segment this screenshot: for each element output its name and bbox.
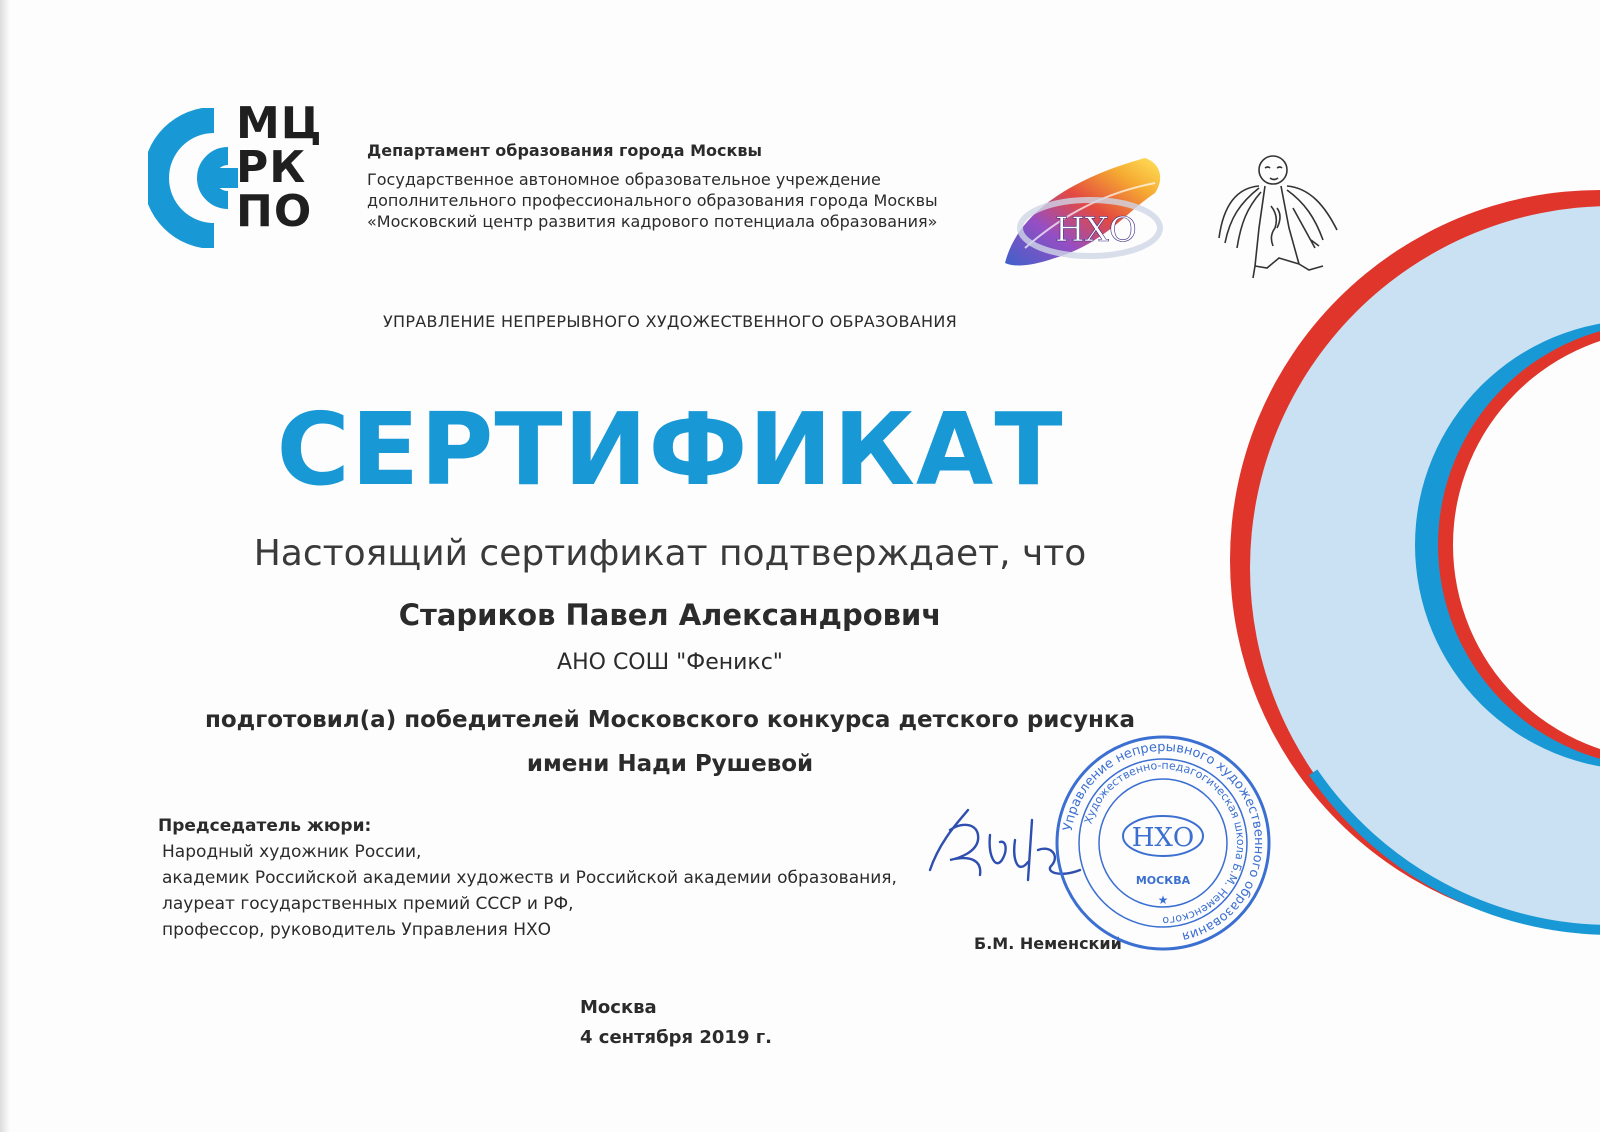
- jury-heading: Председатель жюри:: [158, 816, 372, 836]
- place-city: Москва: [580, 997, 657, 1018]
- issue-date: 4 сентября 2019 г.: [580, 1027, 772, 1048]
- stamp-ring-text: Управление непрерывного художественного образования: [1060, 739, 1267, 944]
- signer-name: Б.М. Неменский: [974, 934, 1122, 953]
- achievement-line: подготовил(а) победителей Московского конкурса детского рисунка: [204, 707, 1136, 733]
- certificate-subtitle: Настоящий сертификат подтверждает, что: [253, 533, 1087, 574]
- nho-logo-text: НХО: [1055, 210, 1137, 250]
- jury-title-line: профессор, руководитель Управления НХО: [162, 920, 552, 940]
- organization-line: Государственное автономное образовательное учреждение: [367, 170, 881, 189]
- jury-block: [158, 813, 897, 943]
- department-name: Департамент образования города Москвы: [367, 141, 762, 160]
- organization-block: [367, 140, 987, 232]
- jury-title-line: лауреат государственных премий СССР и РФ,: [162, 894, 574, 914]
- stamp-inner-text: Художественно-педагогическая школа Б.М. Неменского: [1081, 758, 1248, 928]
- nho-logo-icon: [995, 153, 1175, 273]
- logo-line-3: ПО: [236, 186, 313, 237]
- achievement-line: имени Нади Рушевой: [526, 751, 814, 777]
- recipient-school: АНО СОШ "Феникс": [557, 650, 783, 675]
- recipient-name: Стариков Павел Александрович: [398, 598, 942, 632]
- stamp-center-text: НХО: [1131, 823, 1195, 853]
- organization-line: дополнительного профессионального образования города Москвы: [367, 191, 938, 210]
- jury-title-line: Народный художник России,: [162, 842, 422, 862]
- jury-title-line: академик Российской академии художеств и Российской академии образования,: [162, 868, 897, 888]
- logo-mark-icon: [148, 108, 238, 248]
- stamp-city-text: МОСКВА: [1135, 874, 1191, 887]
- mcrkpo-logo: [148, 98, 338, 248]
- angel-drawing-icon: [1215, 148, 1355, 283]
- certificate-title: СЕРТИФИКАТ: [276, 391, 1064, 508]
- stamp-seal-icon: [1052, 732, 1274, 954]
- official-stamp: [1052, 732, 1274, 954]
- division-name: УПРАВЛЕНИЕ НЕПРЕРЫВНОГО ХУДОЖЕСТВЕННОГО ОБРАЗОВАНИЯ: [382, 312, 958, 331]
- organization-line: «Московский центр развития кадрового потенциала образования»: [367, 212, 938, 231]
- place-and-date: [580, 993, 772, 1053]
- svg-text:★: ★: [1157, 893, 1169, 907]
- logo-line-2: РК: [236, 142, 307, 193]
- logo-line-1: МЦ: [236, 98, 323, 149]
- logo-letters: [236, 98, 323, 237]
